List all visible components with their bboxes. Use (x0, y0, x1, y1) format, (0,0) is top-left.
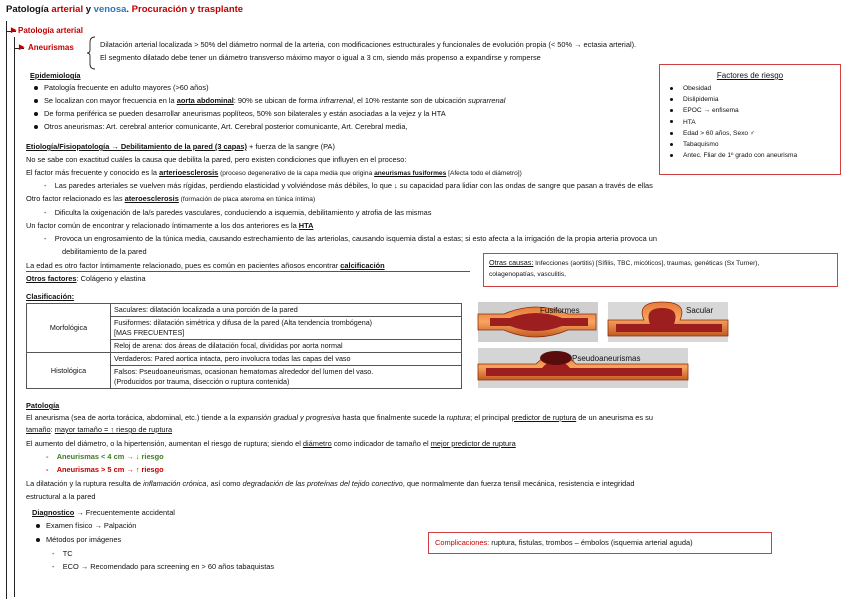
sacular-label: Sacular (686, 306, 714, 315)
patologia-line-2: tamaño: mayor tamaño = ↑ riesgo de ruptura (26, 425, 173, 434)
tree-arrow-2: ▶ (19, 44, 25, 51)
etiologia-line-7b: debilitamiento de la pared (62, 247, 147, 256)
epi-bullet-4: Otros aneurismas: Art. cerebral anterior comunicante, Art. Cerebral posterior comunicante, Art. Cerebral media, (34, 121, 408, 132)
etiologia-line-5: - Dificulta la oxigenación de la/s paredes vasculares, conduciendo a isquemia, debilitamiento y atrofia de las mismas (44, 208, 432, 217)
risk-factor-item: Dislipidemia (660, 94, 840, 105)
diagnostico-heading: Diagnostico → Frecuentemente accidental (32, 508, 175, 517)
cls-row-verdaderos: Verdaderos: Pared aortica intacta, pero involucra todas las capas del vaso (111, 353, 462, 366)
risk-factor-item: EPOC → enfisema (660, 105, 840, 116)
etiologia-heading: Etiología/Fisiopatología → Debilitamiento de la pared (3 capas) + fuerza de la sangre (PA) (26, 142, 335, 151)
tree-sub-line (14, 37, 15, 597)
risk-factor-item: Obesidad (660, 83, 840, 94)
diagnostico-bullet-1: Examen físico → Palpación (36, 520, 136, 531)
patologia-line-1: El aneurisma (sea de aorta torácica, abdominal, etc.) tiende a la expansión gradual y progresiva hasta que finalmente sucede la ruptura; el principal predictor de ruptura de un aneurisma es su (26, 413, 653, 422)
risk-factors-box (659, 64, 841, 175)
risk-factors-list (660, 83, 840, 161)
epi-bullet-3: De forma periférica se pueden desarrollar aneurismas poplíteos, 50% son bilaterales y están asociadas a la vejez y la HTA (34, 108, 446, 119)
definition-line-2: El segmento dilatado debe tener un diámetro transverso máximo mayor o igual a 3 cm, siendo más propenso a expandirse y romperse (100, 53, 541, 62)
etiologia-line-9: Otros factores: Colágeno y elastina (26, 274, 146, 283)
etiologia-line-3: - Las paredes arteriales se vuelven más rígidas, perdiendo elasticidad y volviéndose más débiles, lo que ↓ su capacidad para lidiar con las ondas de sangre que pasan a través de ellas (44, 181, 653, 190)
cls-morfologica: Morfológica (27, 304, 111, 353)
patologia-line-4: La dilatación y la ruptura resulta de inflamación crónica, así como degradación de las proteínas del tejido conectivo, que normalmente dan fuerza tensil mecánica, resistencia e integridad (26, 479, 635, 488)
diagnostico-dash-1: - TC (52, 549, 73, 558)
epidemiologia-heading: Epidemiología (30, 71, 81, 80)
page-title: Patología arterial y venosa. Procuración y trasplante (6, 4, 244, 15)
patologia-line-5: estructural a la pared (26, 492, 96, 501)
risk-factors-title: Factores de riesgo (716, 71, 784, 80)
patologia-heading: Patología (26, 401, 60, 410)
diagnostico-dash-2: - ECO → Recomendado para screening en > 60 años tabaquistas (52, 562, 275, 571)
cls-row-sacular: Saculares: dilatación localizada a una porción de la pared (111, 304, 462, 317)
patologia-small-aneurysm: - Aneurismas < 4 cm → ↓ riesgo (46, 452, 164, 461)
tree-child-label: Aneurismas (28, 43, 74, 52)
cls-row-falsos: Falsos: Pseudoaneurismas, ocasionan hematomas alrededor del lumen del vaso. (Producidos por trauma, disección o ruptura contenida) (111, 366, 462, 389)
etiologia-line-2: El factor más frecuente y conocido es la arterioesclerosis (proceso degenerativo de la capa media que origina aneurismas fusiformes [Afecta todo el diámetro]) (26, 168, 522, 177)
aneurysm-illustrations (476, 298, 830, 390)
etiologia-line-8: La edad es otro factor íntimamente relacionado, pues es común en pacientes añosos encontrar calcificación (26, 261, 385, 270)
patologia-line-3: El aumento del diámetro, o la hipertensión, aumentan el riesgo de ruptura; siendo el diámetro como indicador de tamaño el mejor predictor de ruptura (26, 439, 516, 448)
risk-factor-item: Edad > 60 años, Sexo ♂ (660, 128, 840, 139)
etiologia-line-1: No se sabe con exactitud cuáles la causa que debilita la pared, pero existen condiciones que influyen en el proceso: (26, 155, 407, 164)
etiologia-line-6: Un factor común de encontrar y relacionado íntimamente a los dos anteriores es la HTA (26, 221, 314, 230)
patologia-large-aneurysm: - Aneurismas > 5 cm → ↑ riesgo (46, 465, 164, 474)
etiologia-line-4: Otro factor relacionado es las ateroesclerosis (formación de placa ateroma en túnica íntima) (26, 194, 316, 203)
risk-factor-item: Tabaquismo (660, 139, 840, 150)
pseudo-label: Pseudoaneurismas (572, 354, 641, 363)
tree-arrow-1: ▶ (11, 27, 17, 34)
tree-main-line (6, 21, 7, 599)
risk-factor-item: HTA (660, 117, 840, 128)
risk-factor-item: Antec. Fliar de 1º grado con aneurisma (660, 150, 840, 161)
otras-causas-box: Otras causas: Infecciones (aortitis) [Sífilis, TBC, micóticos], traumas, genéticas (Sx Turner), colagenopatías, vasculitis, (483, 253, 838, 287)
fusiform-image (478, 302, 598, 342)
definition-brace (86, 36, 96, 70)
cls-row-fusiforme: Fusiformes: dilatación simétrica y difusa de la pared (Alta tendencia trombógena) [MAS FRECUENTES] (111, 317, 462, 340)
cls-row-reloj: Reloj de arena: dos áreas de dilatación focal, divididas por aorta normal (111, 340, 462, 353)
epi-bullet-1: Patología frecuente en adulto mayores (>60 años) (34, 82, 209, 93)
definition-line-1: Dilatación arterial localizada > 50% del diámetro normal de la arteria, con modificaciones estructurales y funcionales de evolución propia (< 50% → ectasia arterial). (100, 40, 637, 49)
diagnostico-bullet-2: Métodos por imágenes (36, 534, 121, 545)
tree-root-label: Patología arterial (18, 26, 83, 35)
epi-bullet-2: Se localizan con mayor frecuencia en la aorta abdominal: 90% se ubican de forma infrarrenal, el 10% restante son de ubicación suprarrenal (34, 95, 505, 106)
clasificacion-table (26, 303, 462, 389)
cls-histologica: Histológica (27, 353, 111, 389)
etiologia-divider (26, 271, 470, 272)
complicaciones-box: Complicaciones: ruptura, fistulas, trombos – émbolos (isquemia arterial aguda) (428, 532, 772, 554)
fusiform-label: Fusiformes (540, 306, 580, 315)
etiologia-line-7: - Provoca un engrosamiento de la túnica media, causando estrechamiento de las arteriolas, causando isquemia distal a estas; si esto afecta a la irrigación de la propia arteria provoca un (44, 234, 657, 243)
clasificacion-heading: Clasificación: (26, 292, 75, 301)
